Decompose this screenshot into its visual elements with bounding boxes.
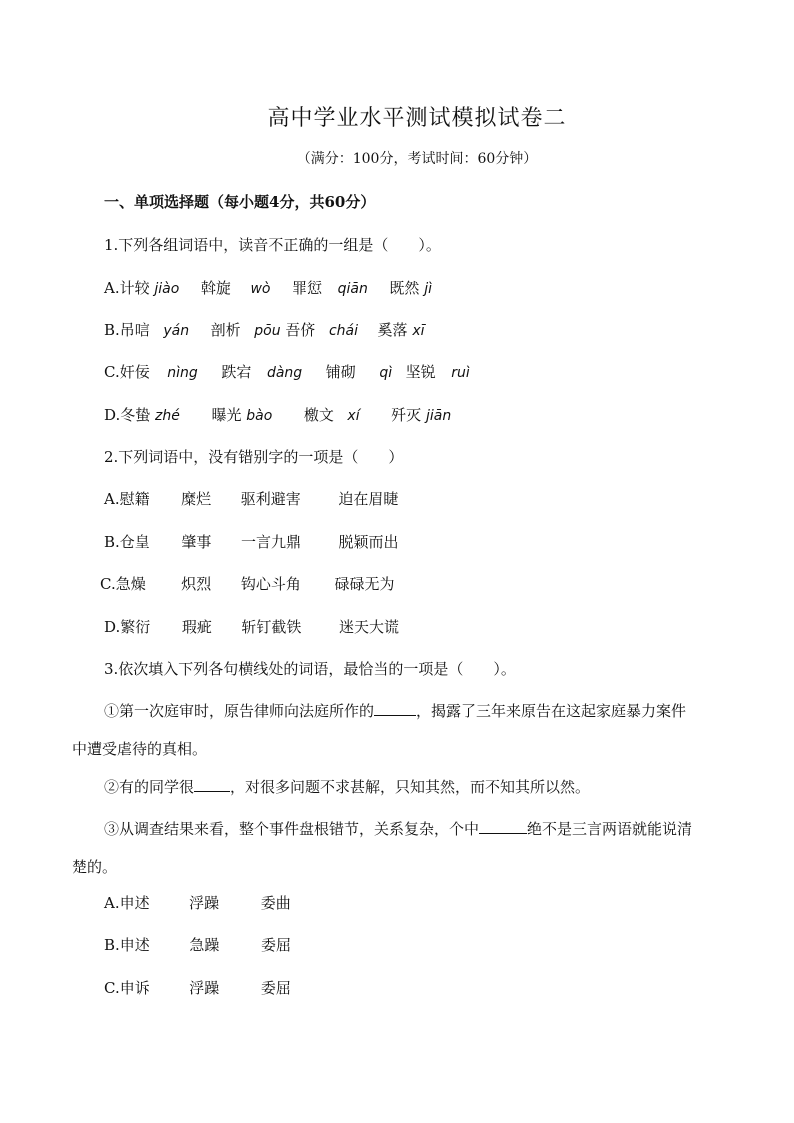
word: D.冬蛰 <box>104 406 151 424</box>
word: 急躁 <box>189 936 220 954</box>
exam-info: （满分：100分，考试时间：60分钟） <box>296 151 538 167</box>
word: 委曲 <box>260 894 291 912</box>
word: 斩钉截铁 <box>241 618 302 636</box>
word: 曝光 <box>211 406 242 424</box>
word: C.急燥 <box>100 575 146 593</box>
word: 碌碌无为 <box>334 575 395 593</box>
word: B.吊唁 <box>104 321 150 339</box>
fill-blank <box>194 777 230 792</box>
pinyin: jì <box>424 281 432 297</box>
pinyin: qiān <box>337 281 368 297</box>
q3-option-b <box>104 934 291 955</box>
word: 一言九鼎 <box>240 533 301 551</box>
word: 吾侪 <box>285 321 316 339</box>
pinyin: dàng <box>266 365 303 381</box>
word: 委屈 <box>260 979 291 997</box>
pinyin: ruì <box>451 365 470 381</box>
q3-sentence-3: ③从调查结果来看，整个事件盘根错节，关系复杂，个中 绝不是三言两语就能说清 <box>104 820 693 838</box>
pinyin: zhé <box>155 408 180 424</box>
word: 坚锐 <box>405 363 436 381</box>
word: 委屈 <box>260 936 291 954</box>
pinyin: pōu <box>254 323 281 339</box>
pinyin: chái <box>328 323 358 339</box>
pinyin: xī <box>412 323 425 339</box>
q1-option-a <box>104 277 432 298</box>
word: 迫在眉睫 <box>338 490 399 508</box>
word: 钩心斗角 <box>240 575 301 593</box>
q3-sentence-3-cont: 楚的。 <box>72 858 118 876</box>
word: 浮躁 <box>189 979 220 997</box>
pinyin: xí <box>347 408 360 424</box>
word: C.申诉 <box>104 979 150 997</box>
word: A.计较 <box>104 279 150 297</box>
word: 斡旋 <box>200 279 231 297</box>
word: 肇事 <box>181 533 212 551</box>
q2-option-a <box>104 488 398 509</box>
word: 跌宕 <box>221 363 252 381</box>
word: 剖析 <box>210 321 241 339</box>
word: A.慰籍 <box>104 490 150 508</box>
pinyin: wò <box>250 281 271 297</box>
q2-option-b <box>104 531 399 552</box>
q1-option-b <box>104 319 425 340</box>
word: B.仓皇 <box>104 533 150 551</box>
q3-sentence-1: ①第一次庭审时，原告律师向法庭所作的 ，揭露了三年来原告在这起家庭暴力案件 <box>104 702 687 720</box>
word: 浮躁 <box>189 894 220 912</box>
word: B.申述 <box>104 936 150 954</box>
q2-option-d <box>104 616 399 637</box>
word: 奚落 <box>377 321 408 339</box>
q3-sentence-1-cont: 中遭受虐待的真相。 <box>72 740 208 758</box>
pinyin: qì <box>379 365 393 381</box>
fill-blank <box>374 701 416 716</box>
word: 歼灭 <box>391 406 422 424</box>
fill-blank <box>479 819 527 834</box>
word: 炽烈 <box>181 575 212 593</box>
word: 瑕疵 <box>181 618 212 636</box>
word: 罪愆 <box>292 279 323 297</box>
pinyin: jiào <box>154 281 180 297</box>
q3-option-a <box>104 892 291 913</box>
pinyin: jiān <box>425 408 452 424</box>
word: 驱利避害 <box>240 490 301 508</box>
q2-option-c <box>100 573 394 594</box>
question-1-stem: 1.下列各组词语中，读音不正确的一组是（ ）。 <box>104 236 441 254</box>
question-2-stem: 2.下列词语中，没有错别字的一项是（ ） <box>104 448 404 466</box>
pinyin: yán <box>163 323 190 339</box>
question-3-stem: 3.依次填入下列各句横线处的词语，最恰当的一项是（ ）。 <box>104 660 516 678</box>
q1-option-d <box>104 404 451 425</box>
word: A.申述 <box>104 894 150 912</box>
word: C.奸佞 <box>104 363 150 381</box>
q3-sentence-2: ②有的同学很 ，对很多问题不求甚解，只知其然，而不知其所以然。 <box>104 778 591 796</box>
word: D.繁衍 <box>104 618 151 636</box>
word: 脱颖而出 <box>338 533 399 551</box>
q1-option-c <box>104 361 470 382</box>
q3-option-c <box>104 977 291 998</box>
section-heading: 一、单项选择题（每小题4分，共60分） <box>104 193 376 211</box>
word: 铺砌 <box>325 363 356 381</box>
page-title: 高中学业水平测试模拟试卷二 <box>267 106 567 131</box>
word: 檄文 <box>303 406 334 424</box>
word: 糜烂 <box>181 490 212 508</box>
word: 既然 <box>389 279 420 297</box>
pinyin: bào <box>246 408 273 424</box>
word: 迷天大谎 <box>338 618 399 636</box>
pinyin: nìng <box>167 365 198 381</box>
